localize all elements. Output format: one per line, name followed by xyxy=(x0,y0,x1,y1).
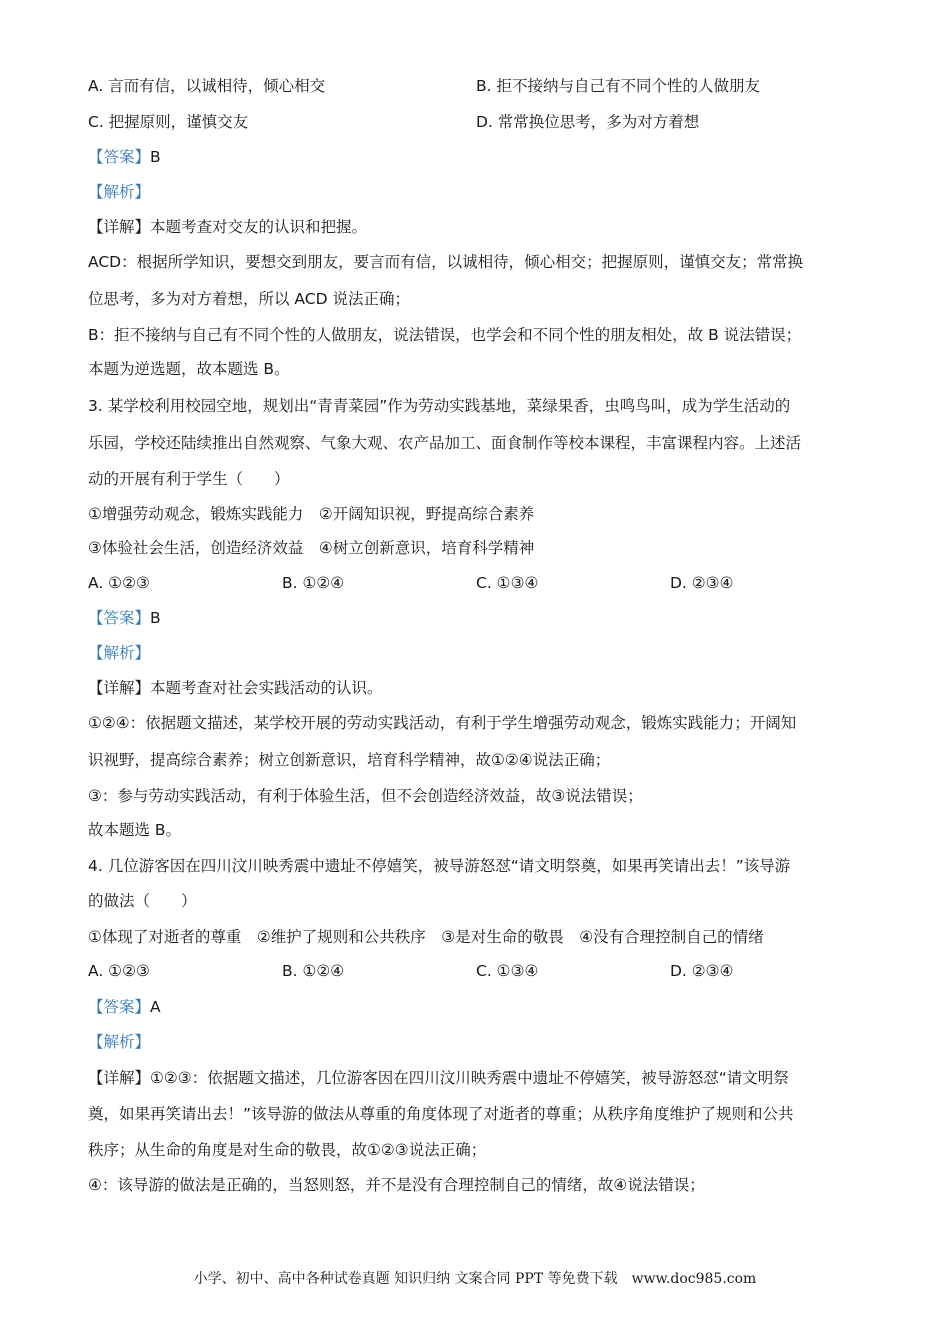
q3-analysis-tag: 【解析】 xyxy=(88,644,151,662)
q4-stem-line: 的做法（ ） xyxy=(88,892,197,910)
q2-detail-line: B：拒不接纳与自己有不同个性的人做朋友，说法错误，也学会和不同个性的朋友相处，故 B 说法错误； xyxy=(88,326,802,344)
q4-analysis-tag: 【解析】 xyxy=(88,1033,151,1051)
q2-analysis-tag: 【解析】 xyxy=(88,183,151,201)
q3-stem-line: 乐园，学校还陆续推出自然观察、气象大观、农产品加工、面食制作等校本课程，丰富课程内容。上述活 xyxy=(88,434,802,452)
q3-option-a: A. ①②③ xyxy=(88,574,150,592)
q3-item-line: ①增强劳动观念，锻炼实践能力 ②开阔知识视，野提高综合素养 xyxy=(88,505,535,523)
q3-detail-line: 识视野，提高综合素养；树立创新意识，培育科学精神，故①②④说法正确； xyxy=(88,751,611,769)
answer-tag: 【答案】 xyxy=(88,148,151,166)
detail-intro: 本题考查对交友的认识和把握。 xyxy=(150,218,368,236)
q4-detail-line: 秩序；从生命的角度是对生命的敬畏，故①②③说法正确； xyxy=(88,1141,487,1159)
q3-detail-line: 故本题选 B。 xyxy=(88,821,182,839)
q4-option-b: B. ①②④ xyxy=(282,962,345,980)
q2-detail xyxy=(88,216,367,238)
q3-option-c: C. ①③④ xyxy=(476,574,539,592)
detail-first-line: ①②③：依据题文描述，几位游客因在四川汶川映秀震中遗址不停嬉笑，被导游怒怼“请文明祭 xyxy=(150,1069,789,1087)
q2-option-c: C. 把握原则，谨慎交友 xyxy=(88,113,249,131)
q4-detail xyxy=(88,1067,789,1089)
q3-detail-line: ③：参与劳动实践活动，有利于体验生活，但不会创造经济效益，故③说法错误； xyxy=(88,787,643,805)
detail-intro: 本题考查对社会实践活动的认识。 xyxy=(150,679,383,697)
q3-stem-line: 动的开展有利于学生（ ） xyxy=(88,470,290,488)
q2-answer xyxy=(88,146,161,168)
q3-detail xyxy=(88,677,383,699)
detail-tag: 【详解】 xyxy=(88,679,151,697)
answer-value: A xyxy=(150,998,161,1016)
answer-value: B xyxy=(150,609,161,627)
q2-detail-line: 位思考，多为对方着想，所以 ACD 说法正确； xyxy=(88,290,410,308)
answer-tag: 【答案】 xyxy=(88,998,151,1016)
answer-tag: 【答案】 xyxy=(88,609,151,627)
q4-stem-line: 4. 几位游客因在四川汶川映秀震中遗址不停嬉笑，被导游怒怼“请文明祭奠，如果再笑请出去！”该导游 xyxy=(88,857,791,875)
q2-option-a: A. 言而有信，以诚相待，倾心相交 xyxy=(88,77,326,95)
q3-option-b: B. ①②④ xyxy=(282,574,345,592)
q2-option-b: B. 拒不接纳与自己有不同个性的人做朋友 xyxy=(476,77,760,95)
q4-answer xyxy=(88,996,161,1018)
q3-item-line: ③体验社会生活，创造经济效益 ④树立创新意识，培育科学精神 xyxy=(88,539,535,557)
q2-detail-line: 本题为逆选题，故本题选 B。 xyxy=(88,360,290,378)
q2-option-d: D. 常常换位思考，多为对方着想 xyxy=(476,113,700,131)
q3-stem-line: 3. 某学校利用校园空地，规划出“青青菜园”作为劳动实践基地，菜绿果香，虫鸣鸟叫，成为学生活动的 xyxy=(88,397,791,415)
q3-answer xyxy=(88,607,161,629)
q4-option-d: D. ②③④ xyxy=(670,962,734,980)
q4-option-c: C. ①③④ xyxy=(476,962,539,980)
q4-item-line: ①体现了对逝者的尊重 ②维护了规则和公共秩序 ③是对生命的敬畏 ④没有合理控制自己的情绪 xyxy=(88,928,764,946)
q4-detail-line: ④：该导游的做法是正确的，当怒则怒，并不是没有合理控制自己的情绪，故④说法错误； xyxy=(88,1176,705,1194)
q2-detail-line: ACD：根据所学知识，要想交到朋友，要言而有信，以诚相待，倾心相交；把握原则，谨慎交友；常常换 xyxy=(88,253,804,271)
q4-detail-line: 奠，如果再笑请出去！”该导游的做法从尊重的角度体现了对逝者的尊重；从秩序角度维护了规则和公共 xyxy=(88,1105,794,1123)
detail-tag: 【详解】 xyxy=(88,1069,151,1087)
q3-detail-line: ①②④：依据题文描述，某学校开展的劳动实践活动，有利于学生增强劳动观念，锻炼实践能力；开阔知 xyxy=(88,714,797,732)
q3-option-d: D. ②③④ xyxy=(670,574,734,592)
page-footer: 小学、初中、高中各种试卷真题 知识归纳 文案合同 PPT 等免费下载 www.doc985.com xyxy=(193,1271,757,1287)
q4-option-a: A. ①②③ xyxy=(88,962,150,980)
detail-tag: 【详解】 xyxy=(88,218,151,236)
answer-value: B xyxy=(150,148,161,166)
